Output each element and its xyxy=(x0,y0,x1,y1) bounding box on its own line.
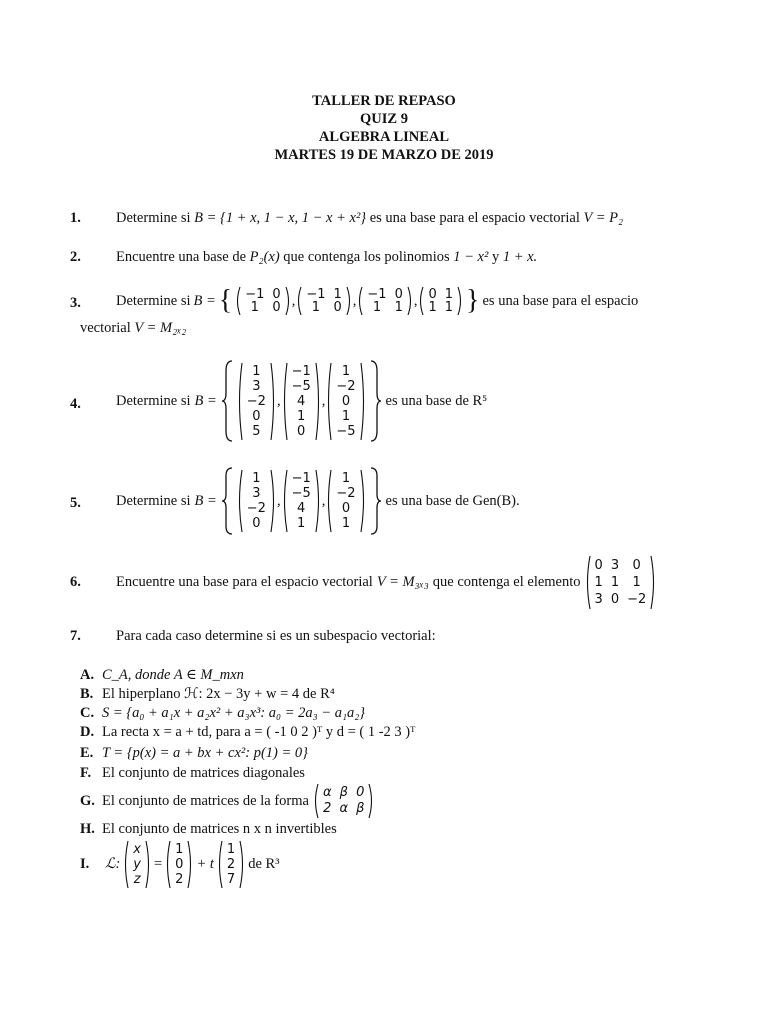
matrix-cell: −1 xyxy=(306,287,326,302)
problem-6-text-b: que contenga el elemento xyxy=(432,573,581,590)
matrix-cell: 1 xyxy=(444,287,454,302)
matrix-cell: 0 xyxy=(272,287,281,302)
matrix-cell: z xyxy=(133,871,141,887)
right-paren xyxy=(368,783,374,819)
problem-4-text xyxy=(116,358,487,444)
right-paren xyxy=(346,286,352,316)
matrix-cell: −5 xyxy=(291,378,311,394)
item-i xyxy=(80,838,280,890)
matrix-cell: 1 xyxy=(594,574,603,590)
problem-4-math-a: B = xyxy=(194,392,217,409)
problem-2-math-c: 1 + x. xyxy=(502,249,538,265)
comma-separator: , xyxy=(276,492,281,509)
matrix-table xyxy=(591,557,651,608)
matrix xyxy=(326,469,365,533)
right-paren xyxy=(360,362,366,441)
item-i-suffix: de R³ xyxy=(248,855,280,872)
problem-3-text-b: es una base para el espacio xyxy=(482,292,639,309)
item-e xyxy=(80,745,308,762)
item-a-label: A. xyxy=(80,667,95,683)
right-paren xyxy=(650,555,656,610)
matrix xyxy=(282,469,321,533)
item-d-label: D. xyxy=(80,724,95,740)
problem-4-left-brace xyxy=(221,359,233,443)
matrix-cell: 0 xyxy=(252,516,261,531)
matrix-cell: −5 xyxy=(291,486,311,501)
matrix xyxy=(282,362,321,441)
matrix-cell: 3 xyxy=(252,378,261,394)
item-a xyxy=(80,667,244,684)
matrix-cell: 4 xyxy=(297,501,306,516)
problem-4-right-brace xyxy=(370,359,382,443)
problem-1-number: 1. xyxy=(70,210,81,226)
matrix-cell: 1 xyxy=(333,287,342,302)
matrix-cell: 1 xyxy=(250,300,259,315)
matrix-cell: 3 xyxy=(610,557,620,573)
item-g xyxy=(80,782,374,820)
matrix-cell: 0 xyxy=(297,423,306,439)
problem-6-number: 6. xyxy=(70,574,81,590)
item-d-text: La recta x = a + td, para a = ( -1 0 2 )ᵀ y d = ( 1 -2 3 )ᵀ xyxy=(102,724,416,740)
matrix-table xyxy=(223,842,239,887)
matrix-cell: 0 xyxy=(428,287,437,302)
matrix-cell: 0 xyxy=(252,408,261,424)
item-c xyxy=(80,705,365,722)
matrix-table xyxy=(424,288,457,314)
matrix-cell: 0 xyxy=(394,287,403,302)
matrix-cell: 1 xyxy=(428,300,437,315)
item-h xyxy=(80,821,337,838)
matrix-cell: 1 xyxy=(252,363,261,379)
item-a-text: C_A, donde A ∈ M_mxn xyxy=(102,667,244,683)
problem-6-matrix xyxy=(585,555,657,610)
item-b xyxy=(80,686,335,703)
matrix-cell: 0 xyxy=(594,557,603,573)
problem-1-math-a: B = {1 + x, 1 − x, 1 − x + x²} xyxy=(194,210,367,226)
item-i-label: I. xyxy=(80,855,90,872)
problem-3-matrices xyxy=(235,286,463,316)
comma-separator: , xyxy=(321,392,326,409)
problem-4-text-a: Determine si xyxy=(116,392,191,409)
item-i-equals: = xyxy=(153,855,163,872)
item-i-direction-vector xyxy=(217,840,245,889)
problem-5-text xyxy=(116,465,520,537)
matrix-cell: 1 xyxy=(341,471,351,486)
matrix-cell: α xyxy=(322,785,332,800)
problem-1-math-b: V = P₂ xyxy=(583,210,624,226)
matrix-cell: α xyxy=(339,801,349,816)
matrix-cell: −2 xyxy=(336,378,356,394)
item-g-matrix xyxy=(313,783,374,819)
matrix xyxy=(123,840,151,889)
matrix-cell: 5 xyxy=(252,423,261,439)
problem-1-text xyxy=(116,210,623,227)
title-line-4: MARTES 19 DE MARZO DE 2019 xyxy=(274,147,494,163)
problem-5-vectors xyxy=(237,469,366,533)
comma-separator: , xyxy=(276,392,281,409)
matrix-cell: β xyxy=(339,785,348,800)
matrix-cell: 1 xyxy=(444,300,454,315)
matrix-cell: 1 xyxy=(610,574,620,590)
item-e-text: T = {p(x) = a + bx + cx²: p(1) = 0} xyxy=(102,745,308,761)
matrix-cell: 2 xyxy=(226,856,236,872)
matrix xyxy=(313,783,374,819)
matrix-cell: y xyxy=(133,856,141,872)
matrix-cell: 1 xyxy=(226,841,236,857)
matrix-cell: −1 xyxy=(291,363,311,379)
problem-2-math-b: 1 − x² xyxy=(453,249,489,265)
comma-separator: , xyxy=(291,292,296,309)
matrix-cell: 0 xyxy=(175,856,184,872)
matrix-table xyxy=(363,288,406,314)
item-h-text: El conjunto de matrices n x n invertibles xyxy=(102,821,337,837)
item-i-lhs-vector xyxy=(123,840,151,889)
problem-3-text-c: vectorial xyxy=(80,320,131,336)
matrix-cell: 1 xyxy=(297,516,306,531)
matrix-table xyxy=(243,471,270,531)
matrix-cell: −2 xyxy=(336,486,356,501)
problem-2-text xyxy=(116,249,537,266)
matrix-cell: 1 xyxy=(341,408,351,424)
problem-2-text-a: Encuentre una base de xyxy=(116,249,247,265)
matrix xyxy=(357,286,412,316)
problem-3-text-a: Determine si xyxy=(116,292,191,309)
matrix-cell: x xyxy=(133,841,141,857)
matrix-cell: β xyxy=(356,801,365,816)
right-paren xyxy=(239,840,245,889)
problem-2-math-a: P₂(x) xyxy=(249,249,280,265)
matrix-cell: 1 xyxy=(252,471,261,486)
matrix-cell: −2 xyxy=(246,393,266,409)
problem-3-left-brace: { xyxy=(218,285,233,316)
problem-5-text-b: es una base de Gen(B). xyxy=(385,492,520,509)
matrix-table xyxy=(171,842,187,887)
right-paren xyxy=(187,840,193,889)
problem-3-math-c: V = M₂ₓ₂ xyxy=(134,320,187,336)
matrix-table xyxy=(243,364,270,439)
matrix xyxy=(217,840,245,889)
comma-separator: , xyxy=(413,292,418,309)
matrix-cell: 1 xyxy=(175,841,184,857)
item-i-point-vector xyxy=(165,840,193,889)
problem-4-number: 4. xyxy=(70,396,81,412)
item-f-text: El conjunto de matrices diagonales xyxy=(102,765,305,781)
title-line-2: QUIZ 9 xyxy=(360,111,408,127)
right-paren xyxy=(457,286,463,316)
matrix xyxy=(296,286,351,316)
matrix-table xyxy=(288,364,315,439)
item-f xyxy=(80,765,305,782)
matrix-cell: 1 xyxy=(341,516,351,531)
item-c-text: S = {a₀ + a₁x + a₂x² + a₃x³: a₀ = 2a₃ − a₁a₂} xyxy=(102,705,366,721)
matrix xyxy=(237,362,276,441)
problem-5-math-a: B = xyxy=(194,492,217,509)
comma-separator: , xyxy=(321,492,326,509)
item-i-text: ℒ: xyxy=(105,855,121,872)
problem-5-number: 5. xyxy=(70,495,81,511)
matrix-cell: 0 xyxy=(333,300,342,315)
matrix xyxy=(235,286,290,316)
comma-separator: , xyxy=(352,292,357,309)
problem-3-text xyxy=(116,284,638,318)
problem-3-number: 3. xyxy=(70,295,81,311)
title-line-3: ALGEBRA LINEAL xyxy=(318,129,450,145)
problem-5-left-brace xyxy=(221,466,233,536)
item-b-label: B. xyxy=(80,686,94,702)
matrix-cell: 2 xyxy=(323,801,332,816)
matrix xyxy=(418,286,463,316)
matrix-table xyxy=(332,471,359,531)
item-d xyxy=(80,724,415,741)
matrix xyxy=(585,555,657,610)
problem-6-text xyxy=(116,555,656,609)
right-paren xyxy=(315,469,321,533)
problem-7-text: Para cada caso determine si es un subespacio vectorial: xyxy=(116,628,436,644)
item-h-label: H. xyxy=(80,821,95,837)
problem-3-math-a: B = xyxy=(193,292,216,309)
matrix xyxy=(326,362,365,441)
matrix-cell: 0 xyxy=(272,300,281,315)
item-g-label: G. xyxy=(80,792,95,809)
matrix-cell: 1 xyxy=(341,363,351,379)
item-e-label: E. xyxy=(80,745,94,761)
item-b-text: El hiperplano ℋ: 2x − 3y + w = 4 de R⁴ xyxy=(102,686,335,702)
matrix-cell: 2 xyxy=(175,871,184,887)
problem-5-text-a: Determine si xyxy=(116,492,191,509)
matrix-cell: 1 xyxy=(311,300,321,315)
problem-1-text-b: es una base para el espacio vectorial xyxy=(369,210,580,226)
item-i-plus-t: + t xyxy=(196,855,214,872)
matrix xyxy=(237,469,276,533)
item-g-text: El conjunto de matrices de la forma xyxy=(102,792,309,809)
matrix-cell: 7 xyxy=(226,871,236,887)
right-paren xyxy=(360,469,366,533)
matrix-table xyxy=(241,288,284,314)
matrix-cell: −1 xyxy=(291,471,311,486)
matrix-cell: −2 xyxy=(627,591,647,607)
problem-4-text-b: es una base de R⁵ xyxy=(385,392,488,409)
right-paren xyxy=(315,362,321,441)
right-paren xyxy=(145,840,151,889)
matrix-cell: −1 xyxy=(245,287,265,302)
matrix-cell: 0 xyxy=(356,785,365,800)
problem-4-vectors xyxy=(237,362,366,441)
problem-2-number: 2. xyxy=(70,249,81,265)
item-c-label: C. xyxy=(80,705,95,721)
right-paren xyxy=(270,362,276,441)
matrix-table xyxy=(302,288,345,314)
matrix-cell: 1 xyxy=(297,408,306,424)
matrix-cell: 0 xyxy=(341,393,351,409)
matrix-cell: 0 xyxy=(610,591,620,607)
matrix-cell: 1 xyxy=(632,574,641,590)
matrix-cell: 3 xyxy=(252,486,261,501)
problem-5-right-brace xyxy=(370,466,382,536)
right-paren xyxy=(270,469,276,533)
problem-6-text-a: Encuentre una base para el espacio vectorial xyxy=(116,573,373,590)
problem-6-math-a: V = M₃ₓ₃ xyxy=(376,573,429,590)
matrix-cell: −2 xyxy=(246,501,266,516)
matrix-table xyxy=(288,471,315,531)
problem-2-text-c: y xyxy=(491,249,500,265)
matrix xyxy=(165,840,193,889)
problem-3-right-brace: } xyxy=(466,285,480,316)
matrix-cell: 0 xyxy=(341,501,351,516)
problem-3-text-line2 xyxy=(80,320,186,337)
matrix-cell: −1 xyxy=(367,287,387,302)
problem-2-text-b: que contenga los polinomios xyxy=(283,249,450,265)
matrix-cell: 4 xyxy=(297,393,306,409)
matrix-cell: −5 xyxy=(336,423,356,439)
matrix-cell: 1 xyxy=(394,300,403,315)
matrix-cell: 0 xyxy=(632,557,641,573)
matrix-cell: 3 xyxy=(594,591,603,607)
right-paren xyxy=(285,286,291,316)
item-f-label: F. xyxy=(80,765,92,781)
matrix-table xyxy=(332,364,359,439)
document-title xyxy=(0,92,768,164)
title-line-1: TALLER DE REPASO xyxy=(312,93,456,109)
matrix-table xyxy=(319,785,368,817)
matrix-table xyxy=(129,842,145,887)
right-paren xyxy=(407,286,413,316)
problem-7-number: 7. xyxy=(70,628,81,644)
problem-1-text-a: Determine si xyxy=(116,210,191,226)
matrix-cell: 1 xyxy=(372,300,382,315)
